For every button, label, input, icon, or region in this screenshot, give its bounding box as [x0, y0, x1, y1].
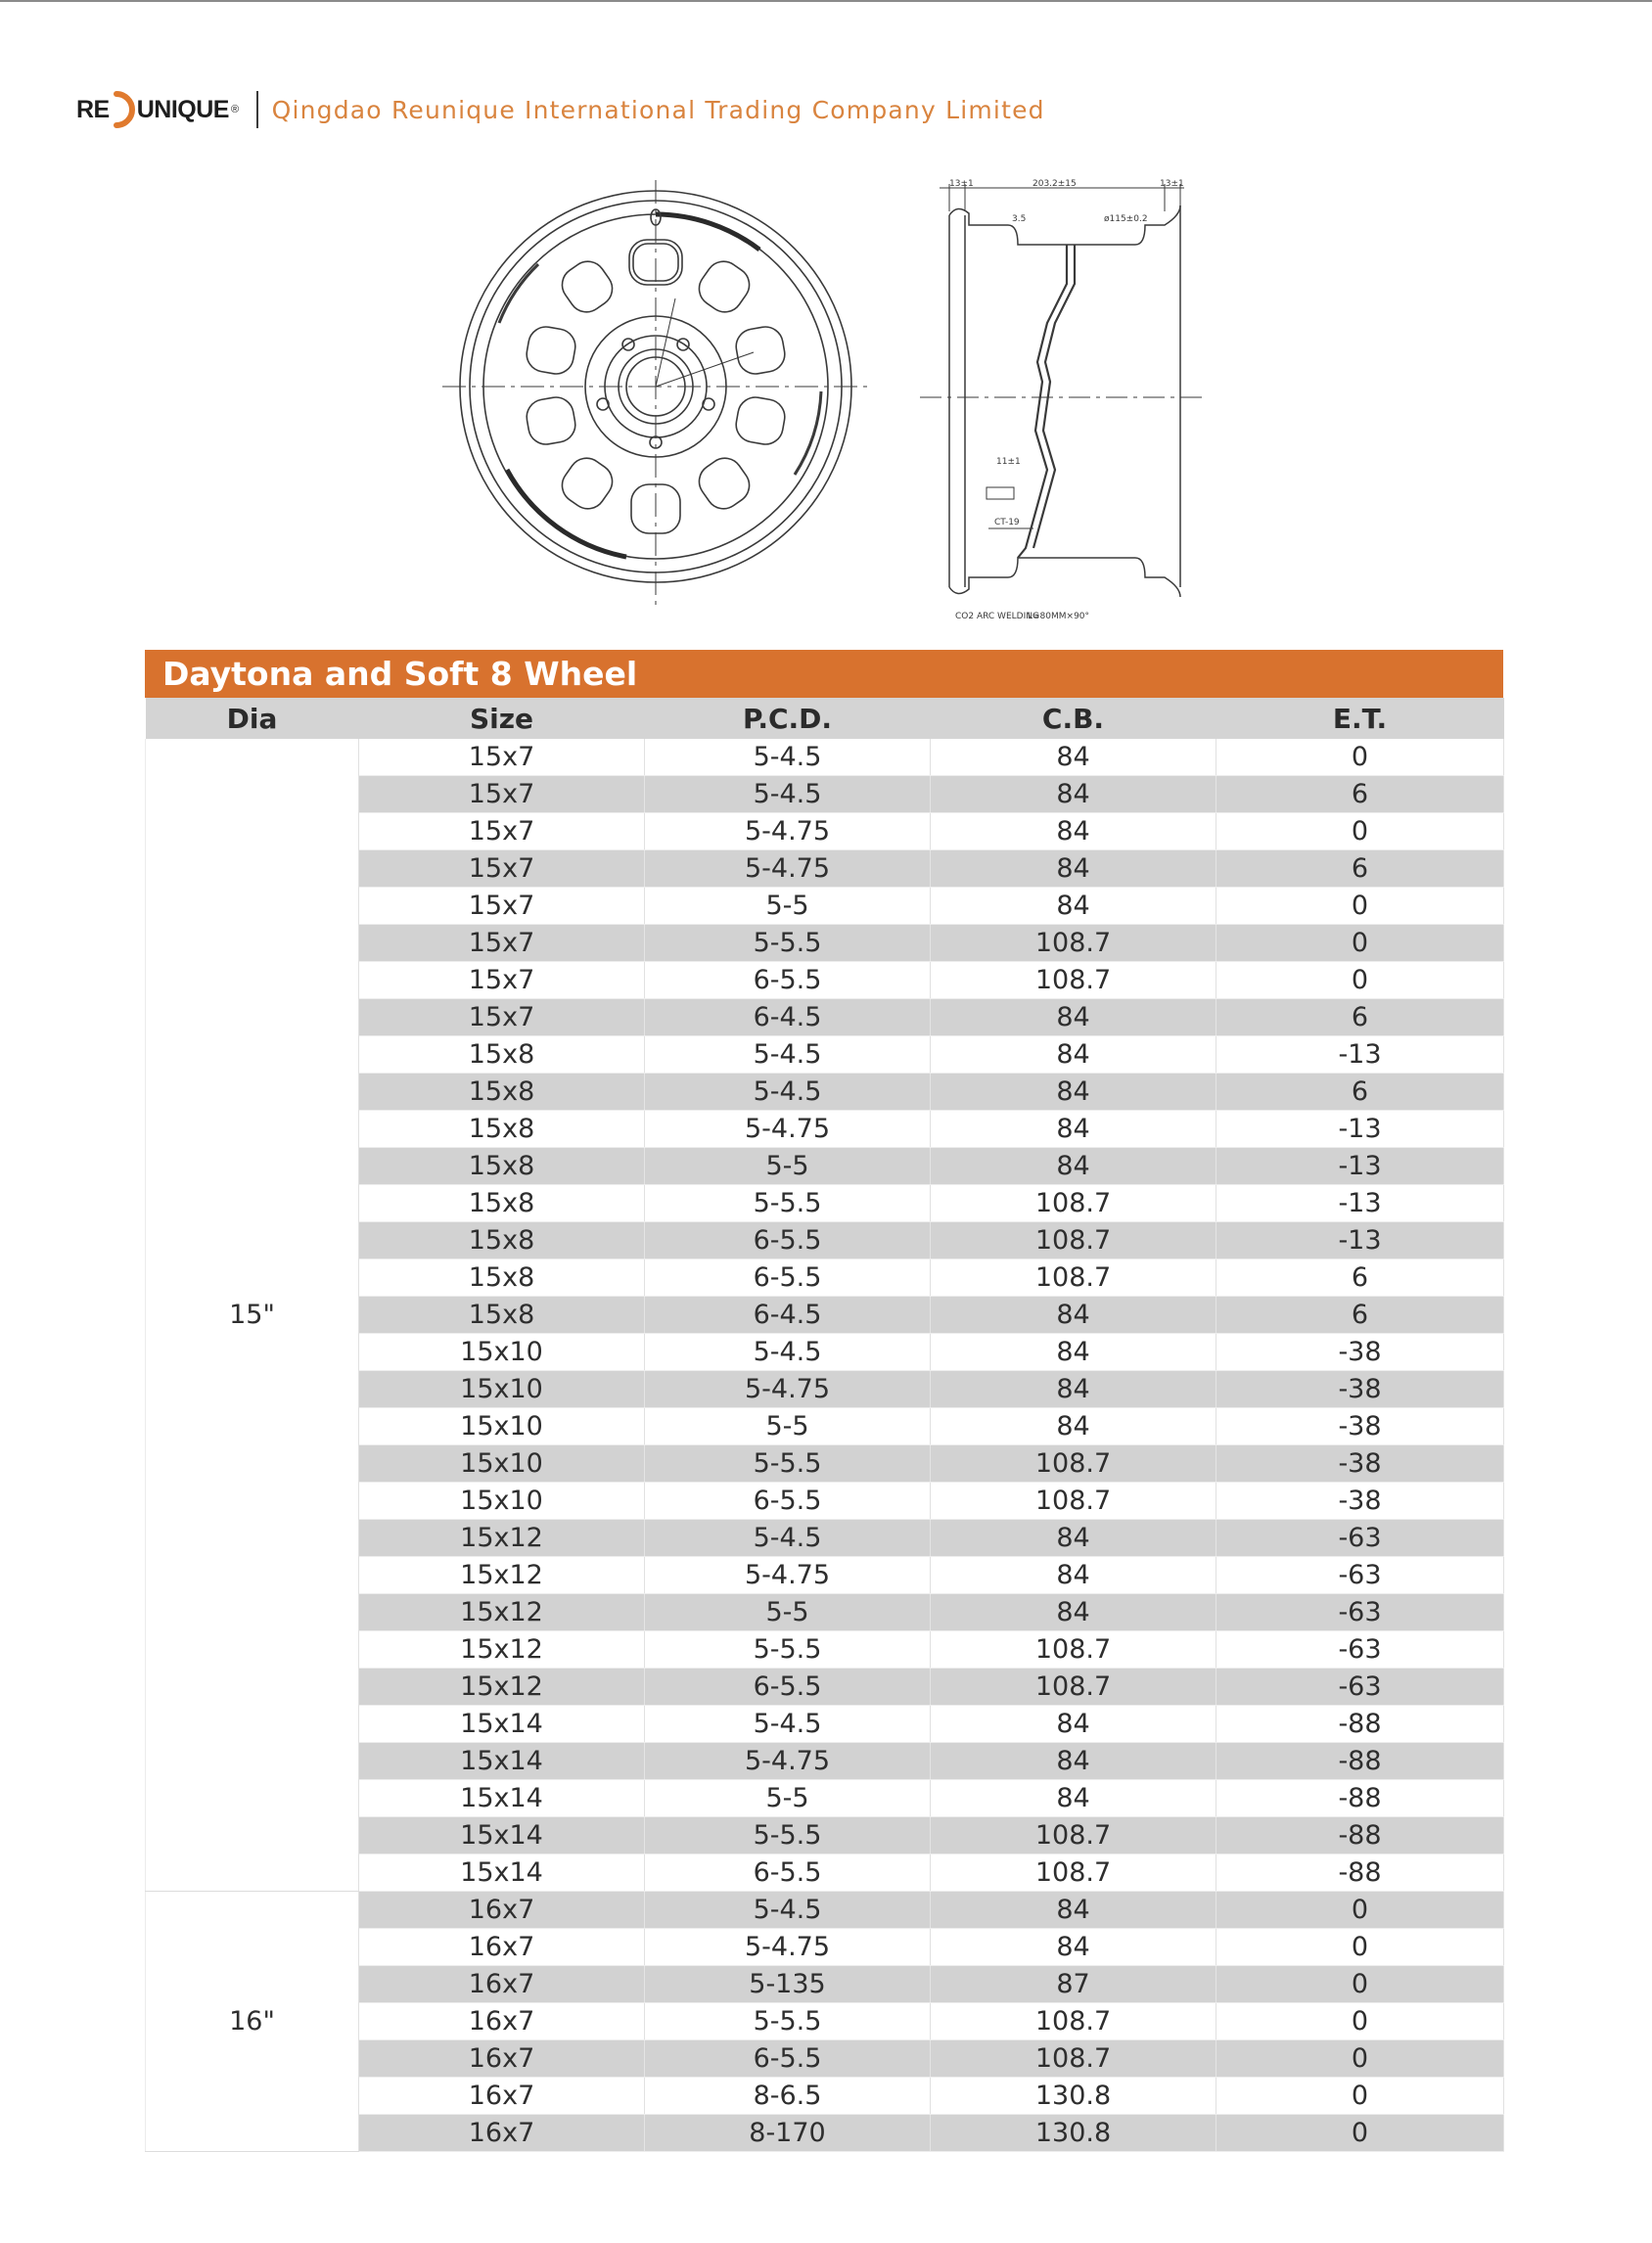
cell-cb: 130.8	[931, 2115, 1216, 2152]
table-body	[146, 739, 1504, 2152]
wheel-drawings	[431, 176, 1214, 626]
cell-dia: 16"	[146, 1892, 359, 2152]
cell-cb: 84	[931, 888, 1216, 925]
cell-et: 0	[1216, 925, 1504, 962]
cell-pcd: 5-4.75	[645, 1557, 931, 1594]
cell-size: 15x14	[359, 1780, 645, 1817]
cell-cb: 84	[931, 813, 1216, 850]
cell-cb: 108.7	[931, 1259, 1216, 1297]
cell-size: 15x8	[359, 1222, 645, 1259]
top-border-line	[0, 0, 1652, 2]
cell-cb: 108.7	[931, 1222, 1216, 1259]
cell-pcd: 5-5.5	[645, 1445, 931, 1483]
cell-size: 16x7	[359, 1892, 645, 1929]
cell-et: -13	[1216, 1148, 1504, 1185]
dim-label-left-flange: 13±1	[949, 179, 974, 189]
cell-pcd: 6-5.5	[645, 1669, 931, 1706]
cell-et: -13	[1216, 1111, 1504, 1148]
cell-size: 15x8	[359, 1259, 645, 1297]
cell-et: -38	[1216, 1408, 1504, 1445]
cell-pcd: 5-4.5	[645, 1334, 931, 1371]
cell-et: -63	[1216, 1520, 1504, 1557]
wheel-spec-table-section	[145, 650, 1503, 2152]
cell-size: 15x7	[359, 776, 645, 813]
cell-et: -38	[1216, 1371, 1504, 1408]
cell-pcd: 5-4.75	[645, 1929, 931, 1966]
cell-et: 0	[1216, 2115, 1504, 2152]
cell-cb: 87	[931, 1966, 1216, 2003]
cell-cb: 84	[931, 739, 1216, 776]
cell-cb: 84	[931, 1036, 1216, 1074]
cell-pcd: 5-135	[645, 1966, 931, 2003]
cell-et: 6	[1216, 1297, 1504, 1334]
cell-cb: 108.7	[931, 962, 1216, 999]
cell-cb: 84	[931, 999, 1216, 1036]
cell-cb: 84	[931, 1334, 1216, 1371]
cell-size: 15x7	[359, 925, 645, 962]
cell-pcd: 6-5.5	[645, 1259, 931, 1297]
cell-et: 0	[1216, 1929, 1504, 1966]
cell-cb: 108.7	[931, 1817, 1216, 1854]
cell-et: 0	[1216, 739, 1504, 776]
cell-pcd: 5-4.5	[645, 1036, 931, 1074]
cell-cb: 84	[931, 1371, 1216, 1408]
dim-label-ct: CT-19	[994, 518, 1020, 527]
header-pcd: P.C.D.	[645, 698, 931, 739]
cell-cb: 84	[931, 1074, 1216, 1111]
cell-size: 15x12	[359, 1557, 645, 1594]
header-size: Size	[359, 698, 645, 739]
cell-cb: 84	[931, 1929, 1216, 1966]
cell-et: -38	[1216, 1445, 1504, 1483]
cell-et: 6	[1216, 776, 1504, 813]
cell-cb: 84	[931, 1520, 1216, 1557]
cell-size: 15x7	[359, 739, 645, 776]
cell-pcd: 5-4.75	[645, 813, 931, 850]
header-cb: C.B.	[931, 698, 1216, 739]
cell-cb: 108.7	[931, 2040, 1216, 2078]
cell-et: 0	[1216, 888, 1504, 925]
cell-pcd: 5-5	[645, 1148, 931, 1185]
dim-label-bead: 3.5	[1012, 214, 1027, 224]
header-et: E.T.	[1216, 698, 1504, 739]
cell-dia: 15"	[146, 739, 359, 1892]
registered-mark: ®	[230, 104, 239, 115]
cell-cb: 84	[931, 1743, 1216, 1780]
logo-text-right: UNIQUE	[136, 95, 229, 123]
company-name: Qingdao Reunique International Trading Company Limited	[271, 95, 1045, 124]
cell-et: -38	[1216, 1334, 1504, 1371]
cell-size: 15x10	[359, 1483, 645, 1520]
cell-pcd: 5-5	[645, 1594, 931, 1631]
cell-size: 15x14	[359, 1817, 645, 1854]
cell-pcd: 5-4.5	[645, 1892, 931, 1929]
table-row	[146, 739, 1504, 776]
cell-cb: 108.7	[931, 1185, 1216, 1222]
cell-pcd: 5-4.5	[645, 1074, 931, 1111]
dim-label-right-flange: 13±1	[1160, 179, 1184, 189]
cell-size: 16x7	[359, 1966, 645, 2003]
cell-et: -13	[1216, 1036, 1504, 1074]
cell-cb: 108.7	[931, 1669, 1216, 1706]
cell-pcd: 6-5.5	[645, 1222, 931, 1259]
cell-pcd: 5-5	[645, 888, 931, 925]
cell-pcd: 5-4.75	[645, 1743, 931, 1780]
cell-cb: 84	[931, 1148, 1216, 1185]
cell-et: -63	[1216, 1669, 1504, 1706]
dim-label-disc: 11±1	[996, 457, 1021, 467]
cell-pcd: 5-5.5	[645, 1631, 931, 1669]
page-header	[76, 90, 1045, 129]
cell-cb: 84	[931, 1111, 1216, 1148]
cell-size: 15x8	[359, 1036, 645, 1074]
cell-pcd: 5-4.75	[645, 1371, 931, 1408]
cell-pcd: 5-4.5	[645, 1520, 931, 1557]
cell-cb: 84	[931, 1408, 1216, 1445]
cell-pcd: 5-4.5	[645, 776, 931, 813]
wheel-spec-table	[145, 698, 1504, 2152]
cell-et: 0	[1216, 1892, 1504, 1929]
cell-size: 15x8	[359, 1185, 645, 1222]
cell-cb: 108.7	[931, 2003, 1216, 2040]
cell-et: 0	[1216, 2040, 1504, 2078]
wheel-front-view-drawing	[431, 176, 881, 626]
cell-cb: 84	[931, 850, 1216, 888]
cell-et: 6	[1216, 1259, 1504, 1297]
cell-size: 15x12	[359, 1594, 645, 1631]
cell-pcd: 5-5.5	[645, 1817, 931, 1854]
cell-cb: 84	[931, 776, 1216, 813]
wheel-side-section-drawing	[910, 176, 1214, 626]
cell-size: 15x14	[359, 1706, 645, 1743]
cell-et: -63	[1216, 1594, 1504, 1631]
cell-et: -63	[1216, 1557, 1504, 1594]
cell-pcd: 6-5.5	[645, 962, 931, 999]
cell-pcd: 8-170	[645, 2115, 931, 2152]
header-dia: Dia	[146, 698, 359, 739]
cell-size: 15x14	[359, 1743, 645, 1780]
cell-cb: 108.7	[931, 1631, 1216, 1669]
logo-arc-icon	[111, 90, 136, 129]
cell-pcd: 5-5	[645, 1780, 931, 1817]
cell-size: 15x14	[359, 1854, 645, 1892]
cell-et: 0	[1216, 1966, 1504, 2003]
cell-pcd: 5-4.75	[645, 1111, 931, 1148]
cell-pcd: 5-5	[645, 1408, 931, 1445]
cell-size: 15x10	[359, 1371, 645, 1408]
cell-cb: 84	[931, 1557, 1216, 1594]
table-title: Daytona and Soft 8 Wheel	[145, 650, 1503, 698]
cell-size: 15x8	[359, 1148, 645, 1185]
cell-et: 0	[1216, 962, 1504, 999]
cell-pcd: 5-4.75	[645, 850, 931, 888]
cell-cb: 108.7	[931, 1445, 1216, 1483]
cell-et: -88	[1216, 1780, 1504, 1817]
cell-size: 15x8	[359, 1297, 645, 1334]
cell-et: -13	[1216, 1222, 1504, 1259]
cell-size: 16x7	[359, 1929, 645, 1966]
cell-size: 15x10	[359, 1334, 645, 1371]
cell-size: 15x8	[359, 1074, 645, 1111]
cell-pcd: 6-4.5	[645, 1297, 931, 1334]
cell-cb: 84	[931, 1892, 1216, 1929]
welding-spec: L=80MM×90°	[1028, 612, 1090, 621]
cell-cb: 108.7	[931, 1483, 1216, 1520]
cell-size: 15x8	[359, 1111, 645, 1148]
cell-size: 15x12	[359, 1669, 645, 1706]
cell-size: 15x7	[359, 888, 645, 925]
cell-pcd: 5-5.5	[645, 925, 931, 962]
cell-size: 15x7	[359, 999, 645, 1036]
cell-cb: 130.8	[931, 2078, 1216, 2115]
cell-cb: 84	[931, 1706, 1216, 1743]
cell-et: 6	[1216, 1074, 1504, 1111]
cell-cb: 84	[931, 1594, 1216, 1631]
cell-size: 15x7	[359, 850, 645, 888]
dim-label-width: 203.2±15	[1032, 179, 1077, 189]
cell-size: 15x7	[359, 962, 645, 999]
table-header-row	[146, 698, 1504, 739]
cell-size: 16x7	[359, 2040, 645, 2078]
cell-et: -63	[1216, 1631, 1504, 1669]
table-row	[146, 1892, 1504, 1929]
company-logo	[76, 90, 239, 129]
cell-pcd: 5-4.5	[645, 1706, 931, 1743]
cell-pcd: 5-5.5	[645, 1185, 931, 1222]
cell-size: 15x10	[359, 1445, 645, 1483]
header-divider	[256, 91, 258, 128]
cell-pcd: 8-6.5	[645, 2078, 931, 2115]
cell-cb: 84	[931, 1780, 1216, 1817]
cell-size: 15x12	[359, 1631, 645, 1669]
cell-cb: 108.7	[931, 1854, 1216, 1892]
cell-size: 16x7	[359, 2078, 645, 2115]
cell-et: 6	[1216, 850, 1504, 888]
cell-et: -38	[1216, 1483, 1504, 1520]
cell-pcd: 5-4.5	[645, 739, 931, 776]
cell-et: 0	[1216, 2078, 1504, 2115]
dim-label-bore: ø115±0.2	[1104, 214, 1148, 224]
cell-pcd: 6-5.5	[645, 2040, 931, 2078]
cell-size: 15x12	[359, 1520, 645, 1557]
cell-et: -13	[1216, 1185, 1504, 1222]
cell-size: 15x7	[359, 813, 645, 850]
logo-text-left: RE	[76, 95, 110, 123]
cell-pcd: 5-5.5	[645, 2003, 931, 2040]
cell-pcd: 6-4.5	[645, 999, 931, 1036]
cell-size: 16x7	[359, 2115, 645, 2152]
cell-pcd: 6-5.5	[645, 1854, 931, 1892]
cell-size: 15x10	[359, 1408, 645, 1445]
cell-et: -88	[1216, 1706, 1504, 1743]
cell-et: 0	[1216, 813, 1504, 850]
welding-note: CO2 ARC WELDING	[955, 612, 1039, 621]
cell-et: -88	[1216, 1854, 1504, 1892]
cell-et: -88	[1216, 1817, 1504, 1854]
cell-pcd: 6-5.5	[645, 1483, 931, 1520]
cell-cb: 84	[931, 1297, 1216, 1334]
cell-size: 16x7	[359, 2003, 645, 2040]
cell-et: -88	[1216, 1743, 1504, 1780]
cell-cb: 108.7	[931, 925, 1216, 962]
cell-et: 0	[1216, 2003, 1504, 2040]
cell-et: 6	[1216, 999, 1504, 1036]
